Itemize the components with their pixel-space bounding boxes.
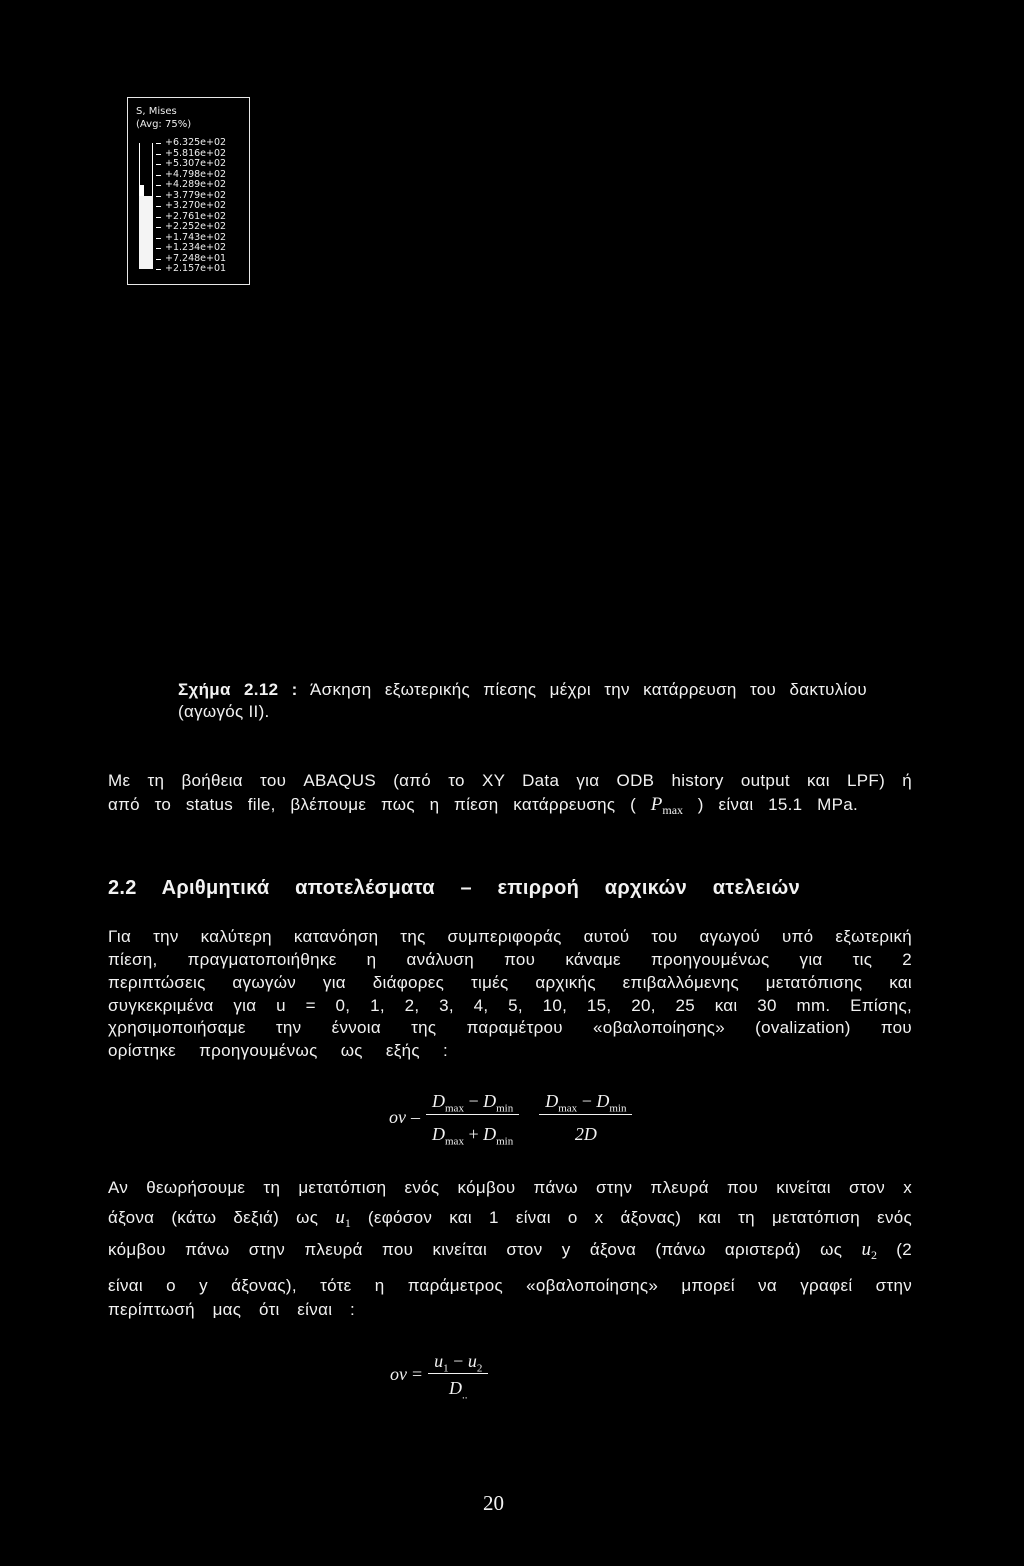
legend-color-segment bbox=[139, 196, 153, 207]
paragraph-2-line: ορίστηκε προηγουμένως ως εξής : bbox=[108, 1041, 448, 1060]
paragraph-2-line: πίεση, πραγματοποιήθηκε η ανάλυση που κάναμε προηγουμένως για τις 2 bbox=[108, 950, 912, 969]
fraction-numerator bbox=[539, 1090, 632, 1115]
legend-color-segment bbox=[139, 227, 153, 238]
d-symbol: D bbox=[432, 1091, 445, 1111]
fraction-denominator bbox=[432, 1115, 514, 1148]
paragraph-2-line: χρησιμοποιήσαμε την έννοια της παραμέτρου «οβαλοποίησης» (ovalization) που bbox=[108, 1018, 912, 1037]
legend-color-segment bbox=[139, 143, 153, 154]
ovalization-displacement-equation bbox=[390, 1350, 488, 1402]
legend-value: +1.743e+02 bbox=[165, 231, 227, 243]
paragraph-1-line-1: Με τη βοήθεια του ABAQUS (από το XY Data για ODB history output και LPF) ή bbox=[108, 771, 912, 790]
legend-subtitle: (Avg: 75%) bbox=[136, 119, 192, 130]
u-symbol: u bbox=[434, 1351, 444, 1371]
d-symbol: D bbox=[448, 1378, 462, 1398]
paragraph-1-line-2-start: από το status file, βλέπουμε πως η πίεση κατάρρευσης ( bbox=[108, 795, 637, 814]
d-symbol: D bbox=[596, 1091, 610, 1111]
figure-caption-text: Άσκηση εξωτερικής πίεσης μέχρι την κατάρρευση του δακτυλίου bbox=[310, 680, 867, 699]
legend-value: +2.252e+02 bbox=[165, 221, 227, 232]
fraction-displacement-ratio bbox=[428, 1350, 488, 1402]
minus-sign: − bbox=[453, 1351, 464, 1371]
u1-subscript: 1 bbox=[344, 1216, 351, 1231]
paragraph-3-line-5: περίπτωσή μας ότι είναι : bbox=[108, 1300, 355, 1319]
p-symbol: P bbox=[650, 794, 663, 815]
legend-value: +6.325e+02 bbox=[165, 137, 227, 148]
fraction-diameter-over-2d bbox=[539, 1090, 632, 1145]
min-subscript: min bbox=[496, 1102, 514, 1115]
legend-color-segment bbox=[139, 175, 153, 186]
paragraph-3-line-3-end: (2 bbox=[896, 1240, 913, 1259]
paragraph-3-line-3-start: κόμβου πάνω στην πλευρά που κινείται στον y άξονα (πάνω αριστερά) ως bbox=[108, 1240, 843, 1259]
paragraph-2-line: Για την καλύτερη κατανόηση της συμπεριφοράς αυτού του αγωγού υπό εξωτερική bbox=[108, 927, 912, 946]
figure-caption-label: Σχήμα 2.12 : bbox=[178, 680, 298, 699]
legend-title: S, Mises bbox=[136, 106, 177, 117]
legend-color-segment bbox=[139, 238, 153, 249]
min-subscript: min bbox=[496, 1135, 514, 1148]
paragraph-2-line: συγκεκριμένα για u = 0, 1, 2, 3, 4, 5, 10, 15, 20, 25 και 30 mm. Επίσης, bbox=[108, 996, 912, 1015]
paragraph-1-line-2-end: ) είναι 15.1 MPa. bbox=[697, 795, 858, 814]
paragraph-2-line: περιπτώσεις αγωγών για διάφορες τιμές αρχικής επιβαλλόμενης μετατόπισης και bbox=[108, 973, 912, 992]
legend-value: +3.270e+02 bbox=[165, 200, 227, 211]
minus-sign: − bbox=[581, 1091, 592, 1111]
fraction-numerator bbox=[428, 1350, 488, 1374]
legend-value: +7.248e+01 bbox=[165, 252, 227, 264]
max-subscript: max bbox=[445, 1135, 464, 1148]
legend-value: +3.779e+02 bbox=[165, 189, 227, 201]
d-symbol: D bbox=[483, 1124, 497, 1144]
legend-color-segment bbox=[139, 217, 153, 228]
legend-value: +4.289e+02 bbox=[165, 179, 227, 190]
legend-value-list bbox=[165, 138, 226, 275]
d-symbol: D bbox=[432, 1124, 445, 1144]
legend-color-segment bbox=[139, 164, 153, 175]
legend-color-segment bbox=[139, 206, 153, 217]
u2-subscript: 2 bbox=[476, 1362, 483, 1375]
legend-value: +5.307e+02 bbox=[165, 158, 227, 169]
max-subscript: max bbox=[558, 1102, 578, 1115]
fraction-numerator bbox=[426, 1090, 519, 1115]
d-symbol: D bbox=[483, 1091, 497, 1111]
u2-symbol bbox=[861, 1239, 878, 1263]
equation-lhs: ov bbox=[390, 1364, 407, 1384]
two-d-term: 2D bbox=[574, 1124, 597, 1144]
fraction-denominator bbox=[575, 1115, 597, 1145]
legend-color-segment bbox=[139, 185, 153, 196]
p-max-subscript: max bbox=[662, 803, 684, 818]
paragraph-1-line-2 bbox=[108, 794, 858, 816]
fraction-denominator bbox=[448, 1374, 468, 1402]
legend-value: +2.157e+01 bbox=[165, 263, 227, 274]
minus-sign: − bbox=[468, 1091, 479, 1111]
paragraph-3-line-2-end: (εφόσον και 1 είναι ο x άξονας) και τη μετατόπιση ενός bbox=[367, 1208, 913, 1227]
u-symbol: u bbox=[861, 1239, 871, 1260]
figure-caption-line-2: (αγωγός II). bbox=[178, 702, 270, 721]
paragraph-3-line-2-start: άξονα (κάτω δεξιά) ως bbox=[108, 1208, 319, 1227]
page-number: 20 bbox=[483, 1491, 504, 1515]
legend-value: +1.234e+02 bbox=[165, 242, 227, 253]
legend-value: +5.816e+02 bbox=[165, 147, 227, 159]
max-subscript: max bbox=[445, 1102, 464, 1115]
paragraph-3-line-2 bbox=[108, 1207, 912, 1229]
u1-subscript: 1 bbox=[443, 1362, 449, 1375]
u-symbol: u bbox=[467, 1351, 477, 1371]
paragraph-3-line-3 bbox=[108, 1239, 912, 1261]
mises-stress-legend bbox=[127, 97, 250, 285]
u1-symbol bbox=[335, 1207, 351, 1231]
equation-relation: – bbox=[411, 1107, 420, 1127]
ovalization-equation bbox=[389, 1090, 632, 1148]
legend-color-segment bbox=[139, 154, 153, 165]
legend-color-bar bbox=[139, 143, 153, 269]
legend-color-segment bbox=[139, 259, 153, 270]
p-max-symbol bbox=[650, 794, 684, 818]
fraction-diameter-ratio bbox=[426, 1090, 519, 1148]
u-symbol: u bbox=[335, 1207, 345, 1228]
legend-value: +2.761e+02 bbox=[165, 210, 227, 222]
paragraph-3-line-4: είναι ο y άξονας), τότε η παράμετρος «οβαλοποίησης» μπορεί να γραφεί στην bbox=[108, 1276, 912, 1295]
legend-color-segment bbox=[139, 248, 153, 259]
u2-subscript: 2 bbox=[871, 1248, 877, 1263]
min-subscript: min bbox=[609, 1102, 627, 1115]
plus-sign: + bbox=[468, 1124, 479, 1144]
equation-relation: = bbox=[412, 1364, 423, 1384]
equation-lhs: ov bbox=[389, 1107, 406, 1127]
section-heading: 2.2 Αριθμητικά αποτελέσματα – επιρροή αρχικών ατελειών bbox=[108, 877, 800, 899]
legend-value: +4.798e+02 bbox=[165, 168, 227, 180]
d-subscript: .. bbox=[461, 1389, 468, 1402]
paragraph-3-line-1: Αν θεωρήσουμε τη μετατόπιση ενός κόμβου πάνω στην πλευρά που κινείται στον x bbox=[108, 1178, 912, 1197]
d-symbol: D bbox=[545, 1091, 559, 1111]
figure-caption-line-1 bbox=[178, 679, 867, 701]
